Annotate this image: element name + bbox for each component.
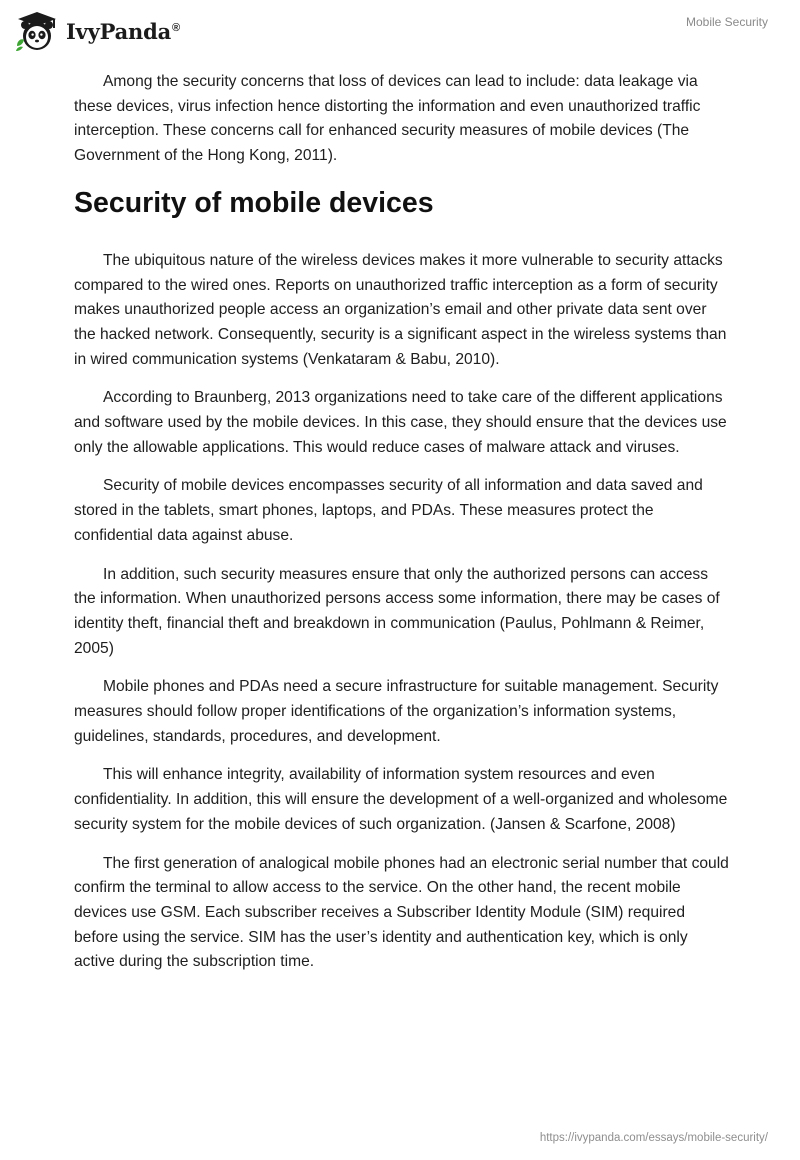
intro-paragraph: Among the security concerns that loss of devices can lead to include: data leakage via these devices, virus infection hence distorting the information and even unauthorized traffic interception. These concerns call for enhanced security measures of mobile devices (The Government of the Hong Kong, 2011).: [74, 73, 701, 165]
section-heading: Security of mobile devices: [74, 186, 434, 219]
paragraph: In addition, such security measures ensure that only the authorized persons can access the information. When unauthorized persons access some information, there may be cases of identity theft, financial theft and breakdown in communication (Paulus, Pohlmann & Reimer, 2005): [74, 565, 720, 657]
paragraph: Security of mobile devices encompasses security of all information and data saved and stored in the tablets, smart phones, laptops, and PDAs. These measures protect the confidential data against abuse.: [74, 477, 703, 544]
logo-text: IvyPanda®: [66, 18, 180, 44]
page-header: [0, 0, 800, 70]
footer-url-link[interactable]: https://ivypanda.com/essays/mobile-security/: [539, 1132, 768, 1144]
logo[interactable]: [14, 10, 180, 52]
essay-content: [74, 70, 730, 989]
paragraph: Mobile phones and PDAs need a secure infrastructure for suitable management. Security measures should follow proper identifications of the organization’s information systems, guidelines, standards, procedures, and development.: [74, 678, 719, 745]
paragraph: This will enhance integrity, availability of information system resources and even confidentiality. In addition, this will ensure the development of a well-organized and wholesome security system for the mobile devices of such organization. (Jansen & Scarfone, 2008): [74, 766, 728, 833]
paragraph: The ubiquitous nature of the wireless devices makes it more vulnerable to security attacks compared to the wired ones. Reports on unauthorized traffic interception as a form of security makes unauthorized people access an organization’s email and other private data sent over the hacked network. Consequently, security is a significant aspect in the wireless systems than in wired communication systems (Venkataram & Babu, 2010).: [74, 251, 727, 368]
paragraph: According to Braunberg, 2013 organizations need to take care of the different applications and software used by the mobile devices. In this case, they should ensure that the devices use only the allowable applications. This would reduce cases of malware attack and viruses.: [74, 389, 727, 456]
panda-logo-icon: [14, 10, 60, 52]
document-title: Mobile Security: [685, 15, 768, 29]
paragraph: The first generation of analogical mobile phones had an electronic serial number that could confirm the terminal to allow access to the service. On the other hand, the recent mobile devices use GSM. Each subscriber receives a Subscriber Identity Module (SIM) required before using the service. SIM has the user’s identity and authentication key, which is only active during the subscription time.: [74, 854, 729, 971]
